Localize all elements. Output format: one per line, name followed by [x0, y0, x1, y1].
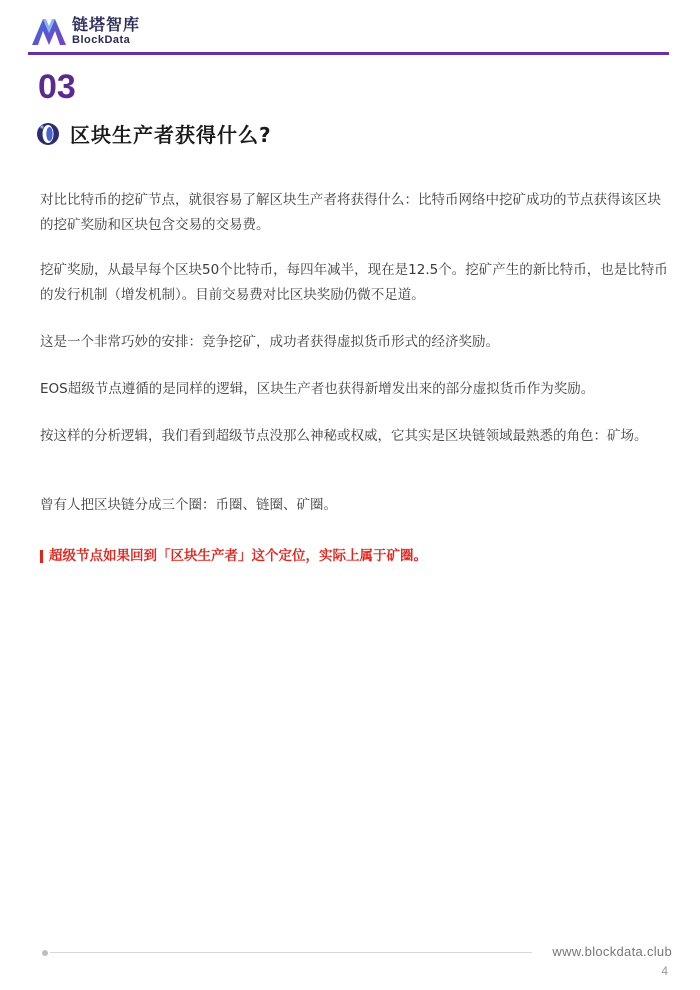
blockdata-logo-icon — [30, 15, 68, 47]
section-number: 03 — [38, 68, 76, 106]
highlight-callout — [40, 544, 668, 569]
logo-chinese-name: 链塔智库 — [72, 14, 141, 34]
brand-header — [30, 14, 140, 48]
paragraph: 这是一个非常巧妙的安排：竞争挖矿，成功者获得虚拟货币形式的经济奖励。 — [40, 334, 499, 350]
footer-dot — [42, 950, 48, 956]
article-body — [40, 188, 668, 569]
section-title: 区块生产者获得什么? — [70, 123, 272, 147]
paragraph: 对比比特币的挖矿节点，就很容易了解区块生产者将获得什么：比特币网络中挖矿成功的节点获得该区块的挖矿奖励和区块包含交易的交易费。 — [40, 192, 661, 233]
section-bullet-icon — [36, 122, 60, 146]
section-title-row — [36, 119, 272, 148]
paragraph: 挖矿奖励，从最早每个区块50个比特币，每四年减半，现在是12.5个。挖矿产生的新比特币，也是比特币的发行机制（增发机制）。目前交易费对比区块奖励仍微不足道。 — [40, 262, 668, 303]
logo-english-name: BlockData — [72, 33, 131, 46]
footer-divider — [50, 952, 532, 953]
page-number: 4 — [661, 964, 668, 978]
paragraph: 按这样的分析逻辑，我们看到超级节点没那么神秘或权威，它其实是区块链领域最熟悉的角色：矿场。 — [40, 428, 648, 444]
paragraph: EOS超级节点遵循的是同样的逻辑，区块生产者也获得新增发出来的部分虚拟货币作为奖励。 — [40, 381, 595, 397]
header-divider — [28, 52, 669, 55]
highlight-bar-icon — [40, 550, 43, 563]
paragraph: 曾有人把区块链分成三个圈：币圈、链圈、矿圈。 — [40, 497, 337, 513]
footer-url: www.blockdata.club — [552, 944, 672, 959]
highlight-text: 超级节点如果回到「区块生产者」这个定位，实际上属于矿圈。 — [49, 548, 427, 564]
